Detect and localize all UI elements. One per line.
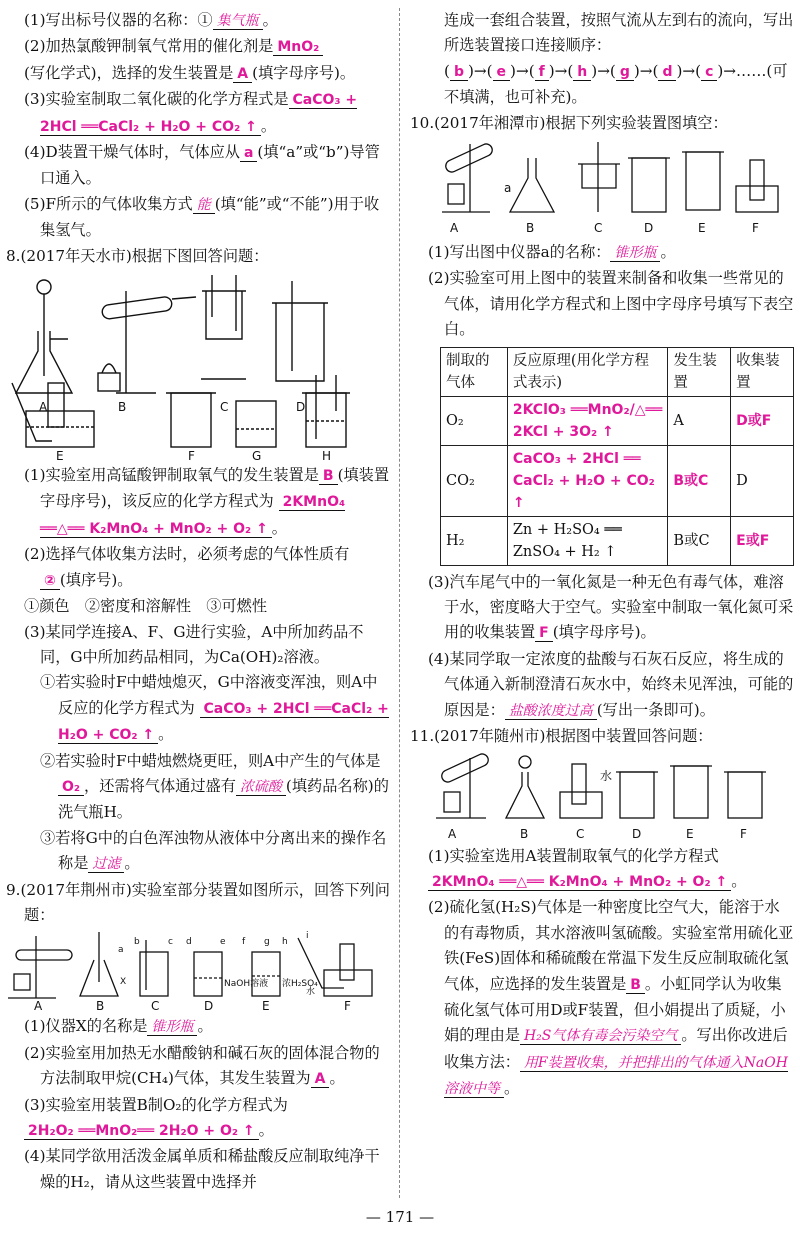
q7-line [6, 34, 390, 60]
q7-line-text: (1)写出标号仪器的名称：① [24, 11, 213, 29]
question-9 [6, 878, 390, 1196]
q10-p3-post: (填字母序号)。 [552, 623, 656, 642]
q10-r2-gen: B或C [668, 445, 731, 516]
q7-line-post: 。 [260, 116, 276, 135]
q11-apparatus-figure [410, 752, 780, 842]
q11-p2-mid: 。小虹同学认为收集硫化氢气体可用D或F装置，但小娟提出了质疑，小娟的理由是 [444, 974, 786, 1045]
q11-part1-eq-line: 2KMnO₄ ══△══ K₂MnO₄ + MnO₂ + O₂ ↑ 。 [410, 869, 794, 895]
q10-p1-post: 。 [660, 243, 676, 262]
q9-part3-eq-line: 2H₂O₂ ══MnO₂══ 2H₂O + O₂ ↑ 。 [6, 1118, 390, 1144]
q9-fig-label-F: F [344, 999, 351, 1013]
question-11 [410, 724, 794, 1102]
q8-fig-label-B: B [118, 400, 127, 415]
q9-fig-text-e: e [220, 937, 226, 948]
q9-part3: (3)实验室用装置B制O₂的化学方程式为 [24, 1095, 288, 1114]
q8-part1: (1)实验室用高锰酸钾制取氧气的发生装置是 B (填装置字母序号)，该反应的化学方程式为 2KMnO₄ ══△══ K₂MnO₄ + MnO₂ + O₂ ↑ 。 [24, 466, 390, 537]
question-10 [410, 111, 794, 724]
q9-seq-7: c [701, 64, 717, 81]
q8-p3c-text: ③若将G中的白色浑浊物从液体中分离出来的操作名称是 [40, 828, 387, 873]
q7-line [6, 192, 390, 244]
q11-part2 [410, 895, 794, 1102]
q11-fig-label-C: C [576, 826, 585, 841]
q11-p1-equation: 2KMnO₄ ══△══ K₂MnO₄ + MnO₂ + O₂ ↑ [428, 874, 731, 891]
q8-fig-label-C: C [220, 400, 229, 415]
q7-line-post: (填“a”或“b”)导管口通入。 [40, 143, 380, 188]
q7-line [6, 61, 390, 87]
q7-line-post: (填“能”或“不能”)用于收集氢气。 [40, 194, 380, 240]
q9-p2-text: (2)实验室用加热无水醋酸钠和碱石灰的固体混合物的方法制取甲烷(CH₄)气体，其发生装置为 [24, 1043, 380, 1088]
q11-fig-label-F: F [740, 826, 747, 841]
q8-fig-label-G: G [252, 449, 262, 462]
q9-p1-answer: 锥形瓶 [147, 1019, 197, 1036]
q9-cont-tail: ……(可不填满，也可补充)。 [444, 61, 788, 107]
question-7-continued [6, 8, 390, 244]
q9-p2-answer: A [311, 1071, 330, 1088]
q7-line-text: (2)加热氯酸钾制氧气常用的催化剂是 [24, 37, 274, 56]
q10-fig-label-D: D [644, 221, 654, 236]
q10-title: 10.(2017年湘潭市)根据下列实验装置图填空： [410, 113, 728, 132]
q7-line-answer: 集气瓶 [213, 13, 263, 30]
q9-seq-2: e [493, 64, 511, 81]
q9-fig-label-A: A [34, 999, 43, 1013]
q9-fig-text-h: h [282, 937, 288, 948]
q9-fig-label-D: D [204, 999, 214, 1013]
q11-p2-answer3: 用F装置收集，并把排出的气体通入NaOH溶液中等 [444, 1054, 788, 1098]
q8-p2-text: (2)选择气体收集方法时，必须考虑的气体性质有 [24, 545, 350, 564]
left-column [6, 8, 390, 1195]
q10-r3-gas: H₂ [441, 516, 508, 565]
q10-fig-label-B: B [526, 221, 535, 236]
q8-p2-options: ①颜色 ②密度和溶解性 ③可燃性 [24, 597, 267, 616]
q8-p2-post: (填序号)。 [59, 570, 133, 589]
q9-fig-text-g: g [264, 937, 270, 948]
q9-p3-equation: 2H₂O₂ ══MnO₂══ 2H₂O + O₂ ↑ [24, 1123, 259, 1140]
q10-th-col: 收集装置 [731, 347, 794, 396]
q7-line-post: 。 [262, 11, 278, 29]
q9-cont-text: 连成一套组合装置，按照气流从左到右的流向，写出所选装置接口连接顺序：( b )→( e )→( f )→( h )→( g )→( d )→( c )→……(可不填满，也可补充)。 [444, 11, 794, 107]
q10-p1-answer: 锥形瓶 [610, 245, 660, 262]
q10-th-eq: 反应原理(用化学方程式表示) [507, 347, 668, 396]
q7-line-answer: a [240, 145, 257, 162]
q9-fig-text-X: X [120, 977, 127, 988]
q10-p3-answer: F [535, 625, 553, 642]
q10-r2-col: D [731, 445, 794, 516]
q8-p3a-equation: CaCO₃ + 2HCl ══CaCl₂ + H₂O + CO₂ ↑ [58, 700, 389, 744]
q11-p2-post: 。 [504, 1079, 520, 1098]
q7-line-answer: CaCO₃ + 2HCl ══CaCl₂ + H₂O + CO₂ ↑ [40, 92, 358, 135]
q7-line-text: (5)F所示的气体收集方式 [24, 194, 193, 213]
q9-fig-text-f: f [242, 937, 246, 948]
q10-part4 [410, 647, 794, 724]
q8-p3c-answer: 过滤 [88, 856, 124, 873]
q7-line [6, 140, 390, 192]
q10-p4-answer: 盐酸浓度过高 [505, 703, 597, 720]
q9-part4: (4)某同学欲用活泼金属单质和稀盐酸反应制取纯净干燥的H₂，请从这些装置中选择并 [24, 1147, 380, 1191]
q10-r1-gen: A [668, 396, 731, 445]
q9-seq-5: g [616, 64, 634, 81]
q9-fig-text-b: b [134, 937, 140, 948]
q7-line-text: (3)实验室制取二氧化碳的化学方程式是 [24, 90, 289, 109]
q10-r2-gas: CO₂ [441, 445, 508, 516]
q10-r1-gas: O₂ [441, 396, 508, 445]
q9-part1 [6, 1014, 390, 1040]
q9-fig-label-C: C [151, 999, 160, 1013]
q10-part2: (2)实验室可用上图中的装置来制备和收集一些常见的气体，请用化学方程式和上图中字母序号填写下表空白。 [428, 269, 794, 339]
column-divider [399, 8, 400, 1198]
question-8 [6, 244, 390, 878]
q11-title: 11.(2017年随州市)根据图中装置回答问题： [410, 727, 713, 746]
q9-fig-text-naoh: NaOH溶液 [224, 979, 269, 990]
q11-p2-answer2: H₂S气体有毒会污染空气 [520, 1028, 681, 1045]
q11-part1: (1)实验室选用A装置制取氧气的化学方程式 [428, 846, 719, 865]
q7-line-text: (4)D装置干燥气体时，气体应从 [24, 143, 240, 162]
table-row [441, 396, 794, 445]
q8-part3b [6, 749, 390, 826]
q11-p2-text: (2)硫化氢(H₂S)气体是一种密度比空气大，能溶于水的有毒物质，其水溶液叫氢硫酸。实验室常用硫化亚铁(FeS)固体和稀硫酸在常温下发生反应制取硫化氢气体，应选择的发生装置是 [428, 898, 794, 993]
q11-fig-label-A: A [448, 826, 457, 841]
q10-table-header [441, 347, 794, 396]
q8-p1-text: (1)实验室用高锰酸钾制取氧气的发生装置是 [24, 466, 319, 485]
q8-fig-label-D: D [296, 400, 306, 415]
q8-fig-label-H: H [322, 449, 332, 462]
q8-p2-answer: ② [40, 573, 60, 590]
q9-fig-text-i: i [306, 931, 309, 942]
q10-apparatus-figure [410, 138, 780, 238]
q8-p1-equation: 2KMnO₄ ══△══ K₂MnO₄ + MnO₂ + O₂ ↑ [40, 494, 346, 537]
q9-seq-4: h [573, 64, 591, 81]
q8-p3b-text: ②若实验时F中蜡烛燃烧更旺，则A中产生的气体是 [40, 751, 381, 770]
q11-p2-answer: B [626, 977, 645, 994]
table-row [441, 516, 794, 565]
table-row [441, 445, 794, 516]
q10-part3 [410, 570, 794, 647]
q8-p3b-answer2: 浓硫酸 [236, 779, 286, 796]
q11-fig-label-D: D [632, 826, 642, 841]
q7-line-post: (填字母序号)。 [252, 63, 356, 82]
q8-p1-mid: (填装置字母序号)，该反应的化学方程式为 [40, 466, 390, 511]
q7-line [6, 8, 390, 34]
q11-fig-label-B: B [520, 826, 529, 841]
q9-cont-lead: 连成一套组合装置，按照气流从左到右的流向，写出所选装置接口连接顺序：( [444, 11, 794, 80]
q9-fig-label-B: B [96, 999, 105, 1013]
q8-p3b-mid: ，还需将气体通过盛有 [84, 776, 236, 795]
q8-p1-answer: B [319, 468, 338, 485]
q10-r3-eq: Zn + H₂SO₄ ══ ZnSO₄ + H₂ ↑ [507, 516, 668, 565]
q9-p2-post: 。 [329, 1069, 345, 1088]
q9-title: 9.(2017年荆州市)实验室部分装置如图所示，回答下列问题： [6, 880, 390, 924]
q7-line-text: (写化学式)，选择的发生装置是 [24, 63, 234, 82]
q10-p4-text: (4)某同学取一定浓度的盐酸与石灰石反应，将生成的气体通入新制澄清石灰水中，始终未见浑浊，可能的原因是： [428, 649, 794, 719]
q9-fig-label-E: E [262, 999, 270, 1013]
q8-title: 8.(2017年天水市)根据下图回答问题： [6, 246, 269, 265]
q10-p3-text: (3)汽车尾气中的一氧化氮是一种无色有毒气体，难溶于水，密度略大于空气。实验室中制取一氧化氮可采用的收集装置 [428, 572, 794, 642]
right-column [410, 8, 794, 1103]
q8-p3b-post: (填药品名称)的洗气瓶H。 [58, 776, 389, 822]
q10-fig-label-E: E [698, 221, 706, 236]
q7-line [6, 87, 390, 140]
q10-th-gen: 发生装置 [668, 347, 731, 396]
q8-p3c-post: 。 [124, 854, 140, 873]
q8-apparatus-figure [6, 271, 376, 461]
q10-fig-label-F: F [752, 221, 759, 236]
q9-p1-post: 。 [197, 1017, 213, 1036]
q10-th-gas: 制取的气体 [441, 347, 508, 396]
q9-seq-6: d [658, 64, 676, 81]
q10-r2-eq: CaCO₃ + 2HCl ══ CaCl₂ + H₂O + CO₂ ↑ [507, 445, 668, 516]
q9-seq-1: b [450, 64, 468, 81]
q10-r3-col: E或F [731, 516, 794, 565]
q10-r3-gen: B或C [668, 516, 731, 565]
q11-fig-label-E: E [686, 826, 694, 841]
q10-fig-text-a: a [504, 181, 512, 196]
q9-fig-text-d: d [186, 937, 192, 948]
q9-fig-text-c: c [168, 937, 173, 948]
q10-table [440, 347, 794, 566]
q8-p3a-text: ①若实验时F中蜡烛熄灭，G中溶液变浑浊，则A中反应的化学方程式为 [40, 673, 378, 717]
q10-p1-text: (1)写出图中仪器a的名称： [428, 243, 611, 262]
q10-fig-label-A: A [450, 221, 459, 236]
q9-fig-text-a: a [118, 945, 124, 956]
page-number: — 171 — [365, 1208, 435, 1226]
q10-r1-col: D或F [731, 396, 794, 445]
question-9-continued [410, 8, 794, 111]
q8-p3b-answer: O₂ [58, 779, 84, 796]
q8-fig-label-E: E [56, 449, 64, 462]
q9-p1-text: (1)仪器X的名称是 [24, 1017, 148, 1036]
q9-apparatus-figure [6, 930, 376, 1012]
q10-r1-eq: 2KClO₃ ══MnO₂/△══ 2KCl + 3O₂ ↑ [507, 396, 668, 445]
q10-p4-post: (写出一条即可)。 [596, 700, 715, 719]
q8-part2 [6, 542, 390, 594]
q9-seq-3: f [535, 64, 549, 81]
q9-fig-text-h2so4: 浓H₂SO₄ [282, 979, 318, 990]
q10-part1 [410, 240, 794, 266]
q9-fig-text-water: 水 [306, 987, 316, 998]
q7-line-answer: 能 [193, 197, 215, 214]
q8-fig-label-F: F [188, 449, 195, 462]
q9-part2 [6, 1041, 390, 1093]
q8-fig-label-A: A [39, 400, 48, 415]
q8-part3a: ①若实验时F中蜡烛熄灭，G中溶液变浑浊，则A中反应的化学方程式为 CaCO₃ + 2HCl ══CaCl₂ + H₂O + CO₂ ↑ 。 [40, 673, 389, 744]
q8-part3: (3)某同学连接A、F、G进行实验，A中所加药品不同，G中所加药品相同，为Ca(OH)₂溶液。 [24, 622, 364, 666]
q11-fig-text-water: 水 [600, 768, 613, 783]
q7-line-answer: A [233, 66, 252, 83]
q7-line-answer: MnO₂ [273, 39, 323, 56]
q11-p2-mid2: 。写出你改进后收集方法： [444, 1026, 788, 1071]
q10-fig-label-C: C [594, 221, 603, 236]
q8-part3c [6, 826, 390, 878]
